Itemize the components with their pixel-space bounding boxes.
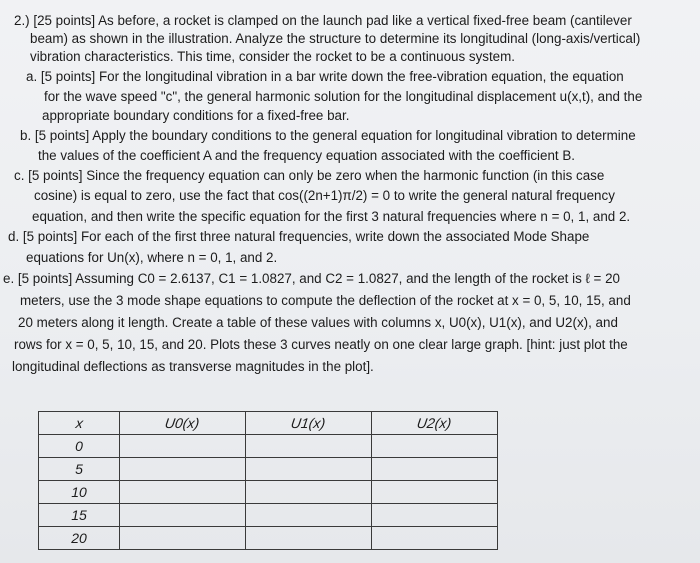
cell-x: 0 bbox=[39, 435, 120, 458]
part-a-line: for the wave speed "c", the general harmonic solution for the longitudinal displacement u(x,t), and the bbox=[44, 89, 643, 104]
part-b-line: b. [5 points] Apply the boundary conditions to the general equation for longitudinal vibration to determine bbox=[20, 128, 636, 143]
cell-x: 5 bbox=[39, 458, 120, 481]
cell-x: 20 bbox=[39, 527, 120, 550]
question-line: beam) as shown in the illustration. Analyze the structure to determine its longitudinal (long-axis/vertical) bbox=[30, 31, 641, 46]
cell-x: 15 bbox=[39, 504, 120, 527]
part-e-line: longitudinal deflections as transverse magnitudes in the plot]. bbox=[12, 359, 374, 374]
cell-u1 bbox=[246, 458, 372, 481]
cell-u0 bbox=[120, 481, 246, 504]
header-u0: U0(x) bbox=[120, 412, 246, 435]
cell-u1 bbox=[246, 481, 372, 504]
cell-u0 bbox=[120, 435, 246, 458]
question-line: vibration characteristics. This time, consider the rocket to be a continuous system. bbox=[30, 49, 516, 64]
part-e-line: 20 meters along it length. Create a table of these values with columns x, U0(x), U1(x), and U2(x), and bbox=[18, 315, 618, 330]
cell-u1 bbox=[246, 527, 372, 550]
part-d-line: equations for Un(x), where n = 0, 1, and 2. bbox=[26, 250, 278, 265]
table-row bbox=[39, 504, 498, 527]
table-row bbox=[39, 527, 498, 550]
header-x: x bbox=[39, 412, 120, 435]
part-e-line: rows for x = 0, 5, 10, 15, and 20. Plots these 3 curves neatly on one clear large graph. [hint: just plot the bbox=[14, 337, 628, 352]
part-e-line: meters, use the 3 mode shape equations to compute the deflection of the rocket at x = 0, 5, 10, 15, and bbox=[20, 293, 631, 308]
part-a-line: a. [5 points] For the longitudinal vibration in a bar write down the free-vibration equation, the equation bbox=[26, 69, 624, 84]
question-line: 2.) [25 points] As before, a rocket is clamped on the launch pad like a vertical fixed-free beam (cantilever bbox=[14, 13, 632, 28]
table-row bbox=[39, 435, 498, 458]
cell-u1 bbox=[246, 504, 372, 527]
table-row bbox=[39, 481, 498, 504]
cell-u1 bbox=[246, 435, 372, 458]
cell-u0 bbox=[120, 527, 246, 550]
cell-u2 bbox=[372, 504, 498, 527]
part-c-line: c. [5 points] Since the frequency equation can only be zero when the harmonic function (in this case bbox=[14, 168, 605, 183]
part-d-line: d. [5 points] For each of the first three natural frequencies, write down the associated Mode Shape bbox=[8, 229, 590, 244]
part-e-line: e. [5 points] Assuming C0 = 2.6137, C1 = 1.0827, and C2 = 1.0827, and the length of the rocket is ℓ = 20 bbox=[3, 271, 620, 286]
header-u2: U2(x) bbox=[372, 412, 498, 435]
part-c-line: cosine) is equal to zero, use the fact that cos((2n+1)π/2) = 0 to write the general natural frequency bbox=[34, 188, 615, 203]
cell-u2 bbox=[372, 435, 498, 458]
cell-u2 bbox=[372, 481, 498, 504]
cell-x: 10 bbox=[39, 481, 120, 504]
cell-u0 bbox=[120, 504, 246, 527]
table-row bbox=[39, 458, 498, 481]
cell-u0 bbox=[120, 458, 246, 481]
part-c-line: equation, and then write the specific equation for the first 3 natural frequencies where n = 0, 1, and 2. bbox=[32, 209, 631, 224]
table-header-row bbox=[39, 412, 498, 435]
cell-u2 bbox=[372, 458, 498, 481]
values-table bbox=[38, 411, 498, 550]
cell-u2 bbox=[372, 527, 498, 550]
part-b-line: the values of the coefficient A and the frequency equation associated with the coefficient B. bbox=[38, 148, 575, 163]
part-a-line: appropriate boundary conditions for a fixed-free bar. bbox=[42, 108, 350, 123]
header-u1: U1(x) bbox=[246, 412, 372, 435]
